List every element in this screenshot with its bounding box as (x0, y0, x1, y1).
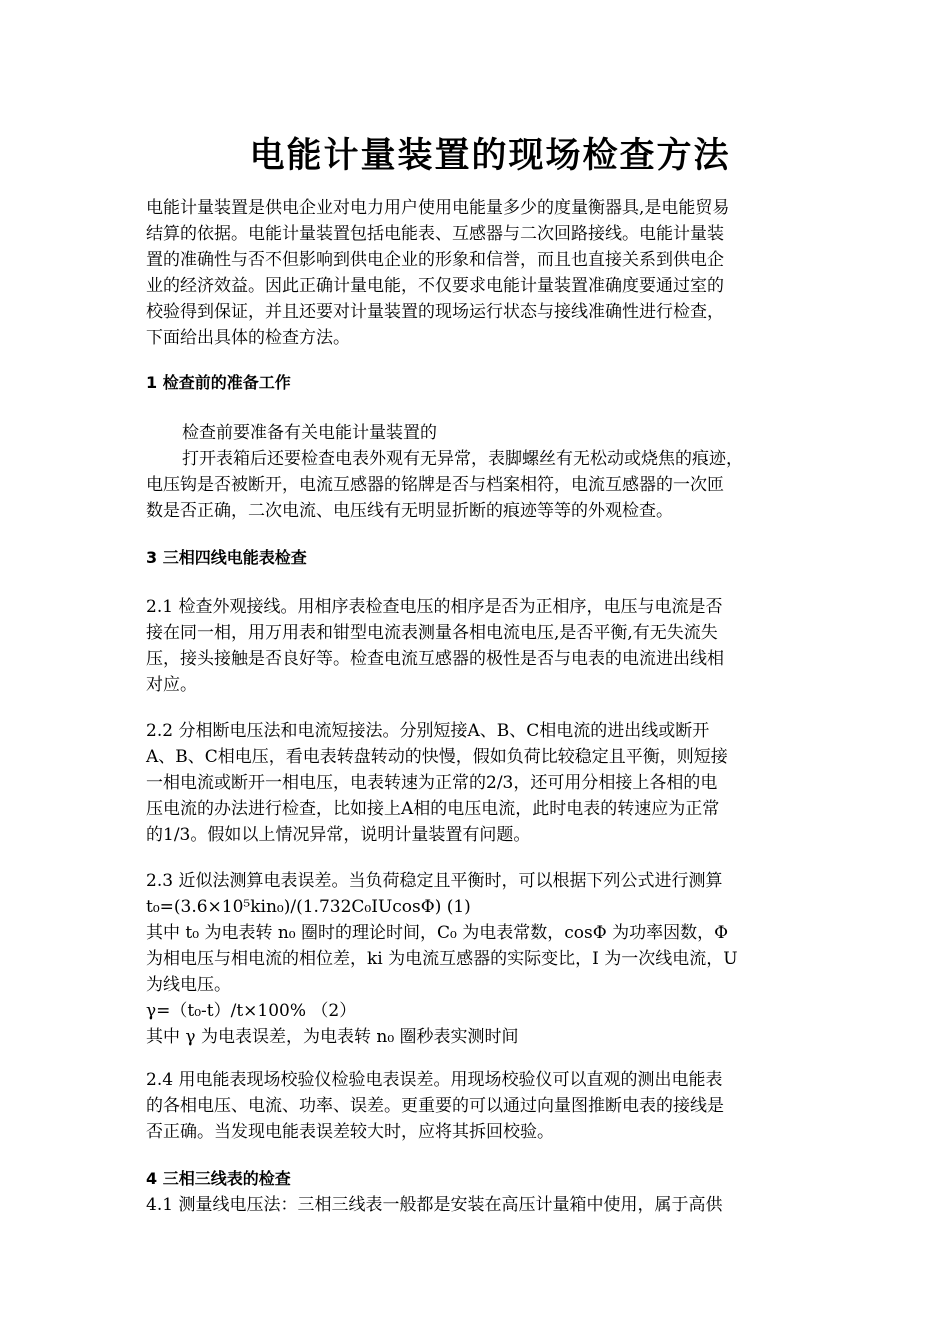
text-line: 业的经济效益。因此正确计量电能，不仅要求电能计量装置准确度要通过室的 (146, 276, 724, 296)
formula-2: γ=（t₀-t）/t×100% （2） (146, 1001, 357, 1021)
section1-body (146, 420, 810, 524)
paragraph-4-1 (146, 1192, 810, 1218)
intro-paragraph (146, 195, 810, 351)
section-heading: 1 检查前的准备工作 (146, 373, 291, 392)
text-line: 其中 γ 为电表误差，为电表转 n₀ 圈秒表实测时间 (146, 1027, 519, 1047)
text-line: A、B、C相电压，看电表转盘转动的快慢，假如负荷比较稳定且平衡，则短接 (146, 747, 728, 767)
text-line: 2.4 用电能表现场校验仪检验电表误差。用现场校验仪可以直观的测出电能表 (146, 1070, 723, 1090)
text-line: 2.3 近似法测算电表误差。当负荷稳定且平衡时，可以根据下列公式进行测算 (146, 871, 723, 891)
text-line: 对应。 (146, 675, 197, 695)
text-line: 校验得到保证，并且还要对计量装置的现场运行状态与接线准确性进行检查， (146, 302, 724, 322)
text-line: 置的准确性与否不但影响到供电企业的形象和信誉，而且也直接关系到供电企 (146, 250, 724, 270)
text-line: 一相电流或断开一相电压，电表转速为正常的2/3，还可用分相接上各相的电 (146, 773, 718, 793)
paragraph-2-4 (146, 1067, 810, 1145)
text-line: 下面给出具体的检查方法。 (146, 328, 350, 348)
text-line: 接在同一相，用万用表和钳型电流表测量各相电流电压,是否平衡,有无失流失 (146, 623, 718, 643)
text-line: 压，接头接触是否良好等。检查电流互感器的极性是否与电表的电流进出线相 (146, 649, 724, 669)
paragraph-2-2 (146, 718, 810, 848)
text-line: 电压钩是否被断开，电流互感器的铭牌是否与档案相符，电流互感器的一次匝 (146, 475, 724, 495)
text-line: 的各相电压、电流、功率、误差。更重要的可以通过向量图推断电表的接线是 (146, 1096, 724, 1116)
text-line: 电能计量装置是供电企业对电力用户使用电能量多少的度量衡器具,是电能贸易 (146, 198, 730, 218)
text-line: 否正确。当发现电能表误差较大时，应将其拆回校验。 (146, 1122, 554, 1142)
text-line: 检查前要准备有关电能计量装置的 (182, 423, 437, 443)
document-title: 电能计量装置的现场检查方法 (249, 135, 731, 176)
formula-1: t₀=(3.6×10⁵kin₀)/(1.732C₀IUcosΦ) (1) (146, 897, 471, 917)
text-line: 数是否正确，二次电流、电压线有无明显折断的痕迹等等的外观检查。 (146, 501, 673, 521)
text-line: 的1/3。假如以上情况异常，说明计量装置有问题。 (146, 825, 531, 845)
text-line: 打开表箱后还要检查电表外观有无异常，表脚螺丝有无松动或烧焦的痕迹， (182, 449, 743, 469)
paragraph-2-1 (146, 594, 810, 698)
section-heading: 4 三相三线表的检查 (146, 1169, 291, 1188)
text-line: 结算的依据。电能计量装置包括电能表、互感器与二次回路接线。电能计量装 (146, 224, 724, 244)
paragraph-2-3 (146, 868, 810, 1050)
text-line: 为线电压。 (146, 975, 231, 995)
text-line: 其中 t₀ 为电表转 n₀ 圈时的理论时间，C₀ 为电表常数，cosΦ 为功率因数，Φ (146, 923, 729, 943)
text-line: 4.1 测量线电压法：三相三线表一般都是安装在高压计量箱中使用，属于高供 (146, 1195, 723, 1215)
text-line: 为相电压与相电流的相位差，ki 为电流互感器的实际变比，I 为一次线电流，U (146, 949, 738, 969)
section-heading: 3 三相四线电能表检查 (146, 548, 307, 567)
text-line: 2.1 检查外观接线。用相序表检查电压的相序是否为正相序，电压与电流是否 (146, 597, 723, 617)
text-line: 2.2 分相断电压法和电流短接法。分别短接A、B、C相电流的进出线或断开 (146, 721, 710, 741)
text-line: 压电流的办法进行检查，比如接上A相的电压电流，此时电表的转速应为正常 (146, 799, 720, 819)
